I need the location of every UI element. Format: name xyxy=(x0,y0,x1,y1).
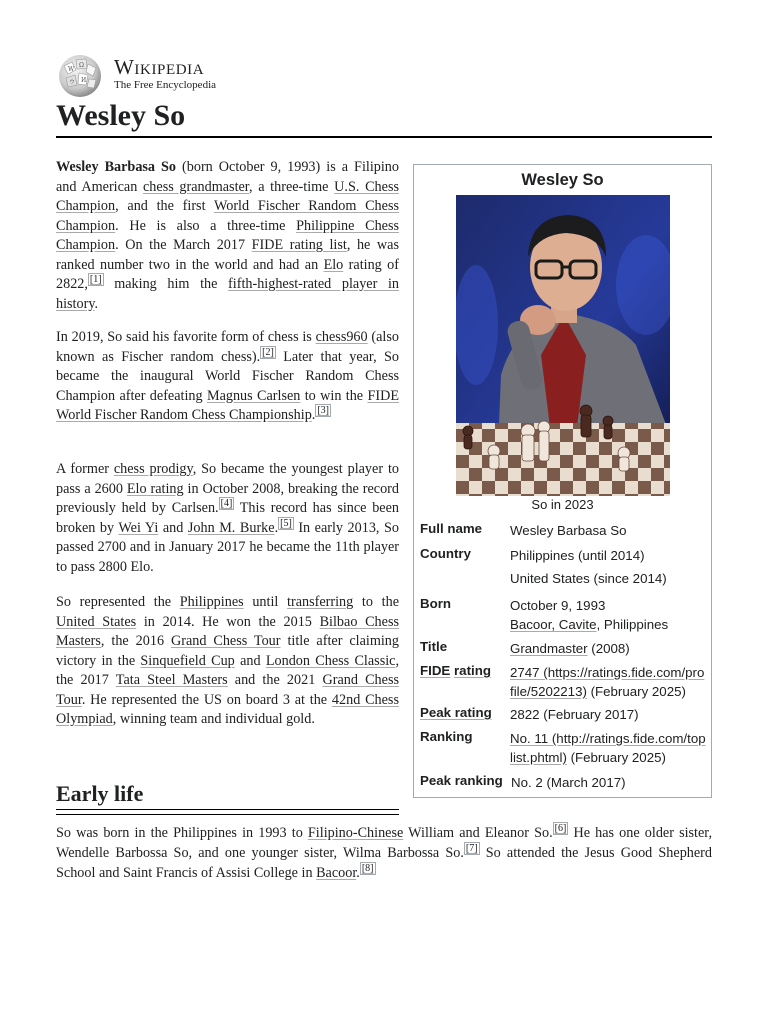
text: and xyxy=(158,519,188,536)
row-label xyxy=(420,663,491,678)
link-world-fischer-random-champion[interactable]: World Fischer Random Chess Champion xyxy=(56,198,399,234)
svg-text:W: W xyxy=(68,66,75,73)
link-chess-grandmaster[interactable]: chess grandmaster xyxy=(143,178,249,195)
link-fide-toplist[interactable]: No. 11 (http://ratings.fide.com/toplist.phtml) xyxy=(510,731,706,765)
text: , he was ranked number two in the world and had an xyxy=(56,237,399,273)
text: William and Eleanor So. xyxy=(403,825,553,841)
link-john-m-burke[interactable]: John M. Burke xyxy=(187,519,275,536)
text: . xyxy=(94,295,99,312)
text: , and the first xyxy=(115,198,214,214)
text: In early 2013, So passed 2700 and in January 2017 he became the 11th player to pass 2800 Elo. xyxy=(56,519,399,575)
reference-7[interactable]: [7] xyxy=(465,843,478,855)
title-year: (2008) xyxy=(587,641,630,656)
intro-paragraph-1 xyxy=(56,158,399,314)
text: title after claiming victory in the xyxy=(56,633,399,669)
text: , the 2016 xyxy=(100,633,171,649)
reference-3[interactable]: [3] xyxy=(317,405,330,417)
row-label: Country xyxy=(420,546,471,561)
born-date: October 9, 1993 xyxy=(510,598,606,613)
wordmark-tagline: The Free Encyclopedia xyxy=(114,79,217,91)
text: . He is also a three-time xyxy=(115,217,297,234)
text: (also known as Fischer random chess). xyxy=(56,329,399,365)
text: (born October 9, 1993) is a Filipino and American xyxy=(56,159,399,195)
svg-text:И: И xyxy=(81,77,87,84)
link-philippines[interactable]: Philippines xyxy=(179,594,244,610)
text: So attended the Jesus Good Shepherd School and Saint Francis of Assisi College in xyxy=(56,845,712,881)
country-value-2: United States (since 2014) xyxy=(510,571,667,586)
infobox-title: Wesley So xyxy=(521,171,604,189)
wikipedia-wordmark[interactable] xyxy=(114,56,216,92)
text: , So became the youngest player to pass a 2600 xyxy=(56,461,399,497)
link-sinquefield-cup[interactable]: Sinquefield Cup xyxy=(140,652,235,669)
link-transferring[interactable]: transferring xyxy=(287,594,354,610)
text: in October 2008, breaking the record previously held by Carlsen. xyxy=(56,480,399,516)
link-fide[interactable]: FIDE xyxy=(420,663,451,678)
link-chess-prodigy[interactable]: chess prodigy xyxy=(113,461,193,477)
row-value xyxy=(510,596,708,634)
text: , winning team and individual gold. xyxy=(112,711,315,727)
svg-text:Ω: Ω xyxy=(79,62,84,69)
text: until xyxy=(243,594,288,610)
fide-rating-date: (February 2025) xyxy=(586,684,686,699)
text: . He represented the US on board 3 at the xyxy=(81,691,332,708)
photo-caption: So in 2023 xyxy=(531,497,594,512)
link-fide-profile[interactable]: 2747 (https://ratings.fide.com/profile/5202213) xyxy=(510,665,705,699)
reference-5[interactable]: [5] xyxy=(280,517,292,529)
intro-paragraph-2 xyxy=(56,328,399,426)
link-peak-rating-label[interactable]: Peak rating xyxy=(420,705,492,720)
text: In 2019, So said his favorite form of chess is xyxy=(56,329,316,345)
text: rating of 2822, xyxy=(56,256,399,292)
reference-8[interactable]: [8] xyxy=(361,863,374,875)
text: He has one older sister, Wendelle Barbossa So, and one younger sister, Wilma Barbossa So. xyxy=(56,825,712,861)
infobox xyxy=(413,164,712,798)
row-value: Wesley Barbasa So xyxy=(510,523,627,538)
early-life-paragraph xyxy=(56,823,712,883)
link-philippine-chess-champion[interactable]: Philippine Chess Champion xyxy=(56,217,399,253)
text: Later that year, So became the inaugural World Fischer Random Chess Champion after defeating xyxy=(56,348,400,404)
text: and xyxy=(234,652,266,669)
reference-4[interactable]: [4] xyxy=(220,498,233,510)
text: in 2014. He won the 2015 xyxy=(136,613,320,630)
text: making him the xyxy=(103,276,229,292)
text: This record has since been broken by xyxy=(56,500,399,536)
link-bacoor-cavite[interactable]: Bacoor, Cavite xyxy=(510,617,597,632)
wikipedia-globe-logo-icon[interactable] xyxy=(56,54,106,98)
row-value xyxy=(510,639,708,658)
link-fide-rating-list[interactable]: FIDE rating list xyxy=(251,237,347,253)
link-elo[interactable]: Elo xyxy=(323,256,344,273)
text: to the xyxy=(353,594,399,610)
link-tata-steel-masters[interactable]: Tata Steel Masters xyxy=(115,672,228,688)
link-grand-chess-tour-2016[interactable]: Grand Chess Tour xyxy=(170,633,281,649)
link-fide-fischer-random-championship[interactable]: FIDE World Fischer Random Chess Championship xyxy=(56,387,399,423)
subject-bold-name: Wesley Barbasa So xyxy=(56,159,177,175)
intro-paragraph-3 xyxy=(56,460,399,577)
page-title: Wesley So xyxy=(56,99,186,132)
text: So was born in the Philippines in 1993 to xyxy=(56,825,308,841)
row-label: Peak ranking xyxy=(420,773,503,788)
link-filipino-chinese[interactable]: Filipino-Chinese xyxy=(307,825,404,841)
svg-text:ウ: ウ xyxy=(69,79,76,86)
text: . On the March 2017 xyxy=(115,237,252,253)
link-42nd-chess-olympiad[interactable]: 42nd Chess Olympiad xyxy=(56,691,399,727)
text: . xyxy=(311,407,316,423)
text: . xyxy=(356,865,360,881)
link-grand-chess-tour-2021[interactable]: Grand Chess Tour xyxy=(56,672,399,708)
ranking-date: (February 2025) xyxy=(566,750,666,765)
reference-1[interactable]: [1] xyxy=(89,274,102,286)
link-fifth-highest-rated[interactable]: fifth-highest-rated player in history xyxy=(56,276,399,312)
text: to win the xyxy=(300,387,368,404)
link-elo-rating[interactable]: Elo rating xyxy=(126,480,184,497)
text: , a three-time xyxy=(248,178,335,195)
row-value xyxy=(510,729,708,767)
row-value: No. 2 (March 2017) xyxy=(511,775,626,790)
text: and the 2021 xyxy=(227,672,323,688)
row-label: Born xyxy=(420,596,452,611)
row-label: Title xyxy=(420,639,448,654)
text: So represented the xyxy=(56,594,180,610)
country-value-1: Philippines (until 2014) xyxy=(510,548,645,563)
link-united-states[interactable]: United States xyxy=(56,613,137,630)
intro-paragraph-4 xyxy=(56,593,399,730)
link-chess960[interactable]: chess960 xyxy=(315,329,368,345)
row-label: Full name xyxy=(420,521,483,536)
text: A former xyxy=(56,461,114,477)
portrait-photo[interactable] xyxy=(456,195,670,496)
link-us-chess-champion[interactable]: U.S. Chess Champion xyxy=(56,178,399,214)
section-heading-early-life: Early life xyxy=(56,781,144,806)
section-divider xyxy=(56,809,399,815)
link-london-chess-classic[interactable]: London Chess Classic xyxy=(265,652,396,669)
link-grandmaster[interactable]: Grandmaster xyxy=(510,641,588,656)
link-rating[interactable]: rating xyxy=(454,663,491,678)
row-value xyxy=(510,663,708,701)
link-magnus-carlsen[interactable]: Magnus Carlsen xyxy=(206,387,301,404)
text: , the 2017 xyxy=(56,652,399,688)
wordmark-text: Wikipedia xyxy=(114,55,205,79)
link-wei-yi[interactable]: Wei Yi xyxy=(118,519,159,536)
row-label: Ranking xyxy=(420,729,473,744)
row-value: 2822 (February 2017) xyxy=(510,707,639,722)
born-place-rest: , Philippines xyxy=(596,617,669,632)
row-value xyxy=(510,546,708,588)
reference-2[interactable]: [2] xyxy=(262,346,274,358)
title-divider xyxy=(56,136,712,138)
link-bacoor[interactable]: Bacoor xyxy=(316,865,357,881)
reference-6[interactable]: [6] xyxy=(554,823,567,835)
text: . xyxy=(274,519,279,536)
link-bilbao-chess-masters[interactable]: Bilbao Chess Masters xyxy=(56,613,399,649)
